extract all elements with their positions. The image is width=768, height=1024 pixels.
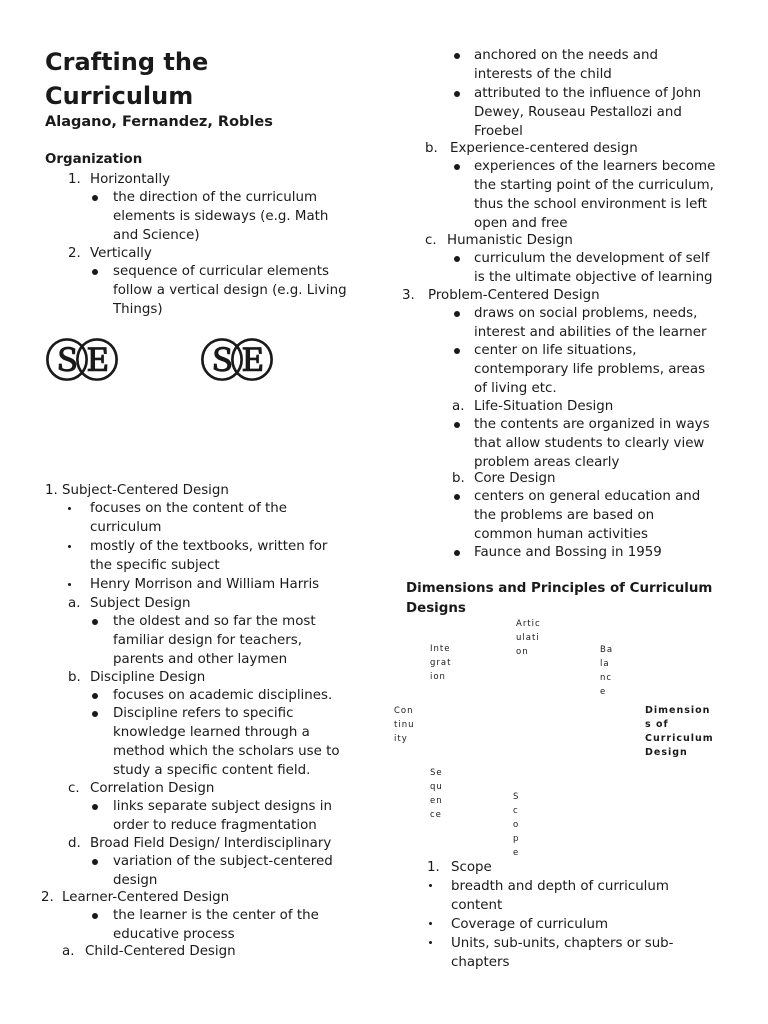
list-item: centers on general education and the problems are based on common human activities <box>474 489 701 542</box>
list-letter: a. <box>452 399 465 414</box>
bullet-icon <box>92 195 98 201</box>
bullet-icon <box>429 922 432 925</box>
diagram-label-continuity: Con tinu ity <box>394 706 415 744</box>
list-item: the contents are organized in ways that allow students to clearly view problem areas clearly <box>474 417 710 470</box>
bullet-icon <box>92 913 98 919</box>
organization-heading: Organization <box>45 152 143 167</box>
bullet-icon <box>454 550 460 556</box>
bullet-icon <box>92 804 98 810</box>
bullet-icon <box>92 269 98 275</box>
list-number: 3. <box>402 288 415 303</box>
bullet-icon <box>92 859 98 865</box>
list-number: 1. <box>68 172 81 187</box>
list-item: variation of the subject-centered design <box>113 854 333 888</box>
problem-centered-design: Problem-Centered Design <box>428 288 600 303</box>
list-item: the learner is the center of the educative process <box>113 908 319 942</box>
life-situation-design: Life-Situation Design <box>474 399 614 414</box>
overlapping-glyph: ⓈⒺ <box>200 336 260 387</box>
subject-centered-design: Subject-Centered Design <box>62 483 229 498</box>
list-letter: b. <box>68 670 81 685</box>
subject-design: Subject Design <box>90 596 191 611</box>
humanistic-design: Humanistic Design <box>447 233 573 248</box>
list-item: Discipline refers to specific knowledge learned through a method which the scholars use to study a specific content field. <box>113 706 340 778</box>
list-letter: a. <box>62 944 75 959</box>
bullet-icon <box>454 256 460 262</box>
list-item: Units, sub-units, chapters or sub- chapters <box>451 936 674 970</box>
list-letter: b. <box>452 471 465 486</box>
list-item: focuses on academic disciplines. <box>113 688 333 703</box>
bullet-icon <box>454 311 460 317</box>
list-item: Henry Morrison and William Harris <box>90 577 320 592</box>
discipline-design: Discipline Design <box>90 670 206 685</box>
list-number: 1. <box>427 860 440 875</box>
list-item: Coverage of curriculum <box>451 917 609 932</box>
list-item: focuses on the content of the curriculum <box>90 501 288 535</box>
list-item: anchored on the needs and interests of the child <box>474 48 658 82</box>
list-letter: c. <box>425 233 437 248</box>
list-item: mostly of the textbooks, written for the specific subject <box>90 539 328 573</box>
bullet-icon <box>92 711 98 717</box>
list-letter: b. <box>425 141 438 156</box>
list-number: 2. <box>68 246 81 261</box>
overlapping-glyph: ⓈⒺ <box>45 336 105 387</box>
list-number: 1. <box>45 483 58 498</box>
scope-item: Scope <box>451 860 492 875</box>
dimensions-heading: Dimensions and Principles of Curriculum Designs <box>406 581 713 616</box>
diagram-center-label: Dimension s of Curriculum Design <box>645 705 714 758</box>
bullet-icon <box>454 53 460 59</box>
organization-item-vertically: Vertically <box>90 246 152 261</box>
authors: Alagano, Fernandez, Robles <box>45 114 273 130</box>
list-letter: d. <box>68 836 81 851</box>
diagram-label-articulation: Artic ulati on <box>516 619 541 657</box>
diagram-label-integration: Inte grat ion <box>430 644 452 682</box>
bullet-icon <box>429 941 432 944</box>
bullet-icon <box>92 619 98 625</box>
list-item: draws on social problems, needs, interest and abilities of the learner <box>474 306 707 340</box>
diagram-label-scope: S c o p e <box>513 792 520 858</box>
bullet-icon <box>454 422 460 428</box>
bullet-icon <box>68 583 71 586</box>
broad-field-design: Broad Field Design/ Interdisciplinary <box>90 836 332 851</box>
list-item: the oldest and so far the most familiar design for teachers, parents and other laymen <box>113 614 316 667</box>
organization-item-horizontally: Horizontally <box>90 172 171 187</box>
list-item: the direction of the curriculum elements is sideways (e.g. Math and Science) <box>113 190 329 243</box>
list-item: links separate subject designs in order to reduce fragmentation <box>113 799 332 833</box>
core-design: Core Design <box>474 471 556 486</box>
document-title: Crafting the Curriculum <box>45 48 209 110</box>
diagram-label-sequence: Se qu en ce <box>430 768 443 820</box>
list-number: 2. <box>41 890 54 905</box>
list-letter: c. <box>68 781 80 796</box>
bullet-icon <box>68 545 71 548</box>
list-item: experiences of the learners become the starting point of the curriculum, thus the school environment is left open and free <box>474 159 716 231</box>
correlation-design: Correlation Design <box>90 781 215 796</box>
list-item: center on life situations, contemporary life problems, areas of living etc. <box>474 343 706 396</box>
bullet-icon <box>454 164 460 170</box>
diagram-label-balance: Ba la nc e <box>600 645 614 697</box>
bullet-icon <box>68 507 71 510</box>
learner-centered-design: Learner-Centered Design <box>62 890 230 905</box>
experience-centered-design: Experience-centered design <box>450 141 638 156</box>
list-item: Faunce and Bossing in 1959 <box>474 545 662 560</box>
bullet-icon <box>454 494 460 500</box>
list-letter: a. <box>68 596 81 611</box>
bullet-icon <box>92 693 98 699</box>
list-item: curriculum the development of self is the ultimate objective of learning <box>474 251 713 285</box>
child-centered-design: Child-Centered Design <box>85 944 236 959</box>
bullet-icon <box>454 348 460 354</box>
list-item: sequence of curricular elements follow a vertical design (e.g. Living Things) <box>113 264 347 317</box>
bullet-icon <box>454 91 460 97</box>
list-item: attributed to the influence of John Dewey, Rouseau Pestallozi and Froebel <box>474 86 702 139</box>
list-item: breadth and depth of curriculum content <box>451 879 669 913</box>
bullet-icon <box>429 884 432 887</box>
